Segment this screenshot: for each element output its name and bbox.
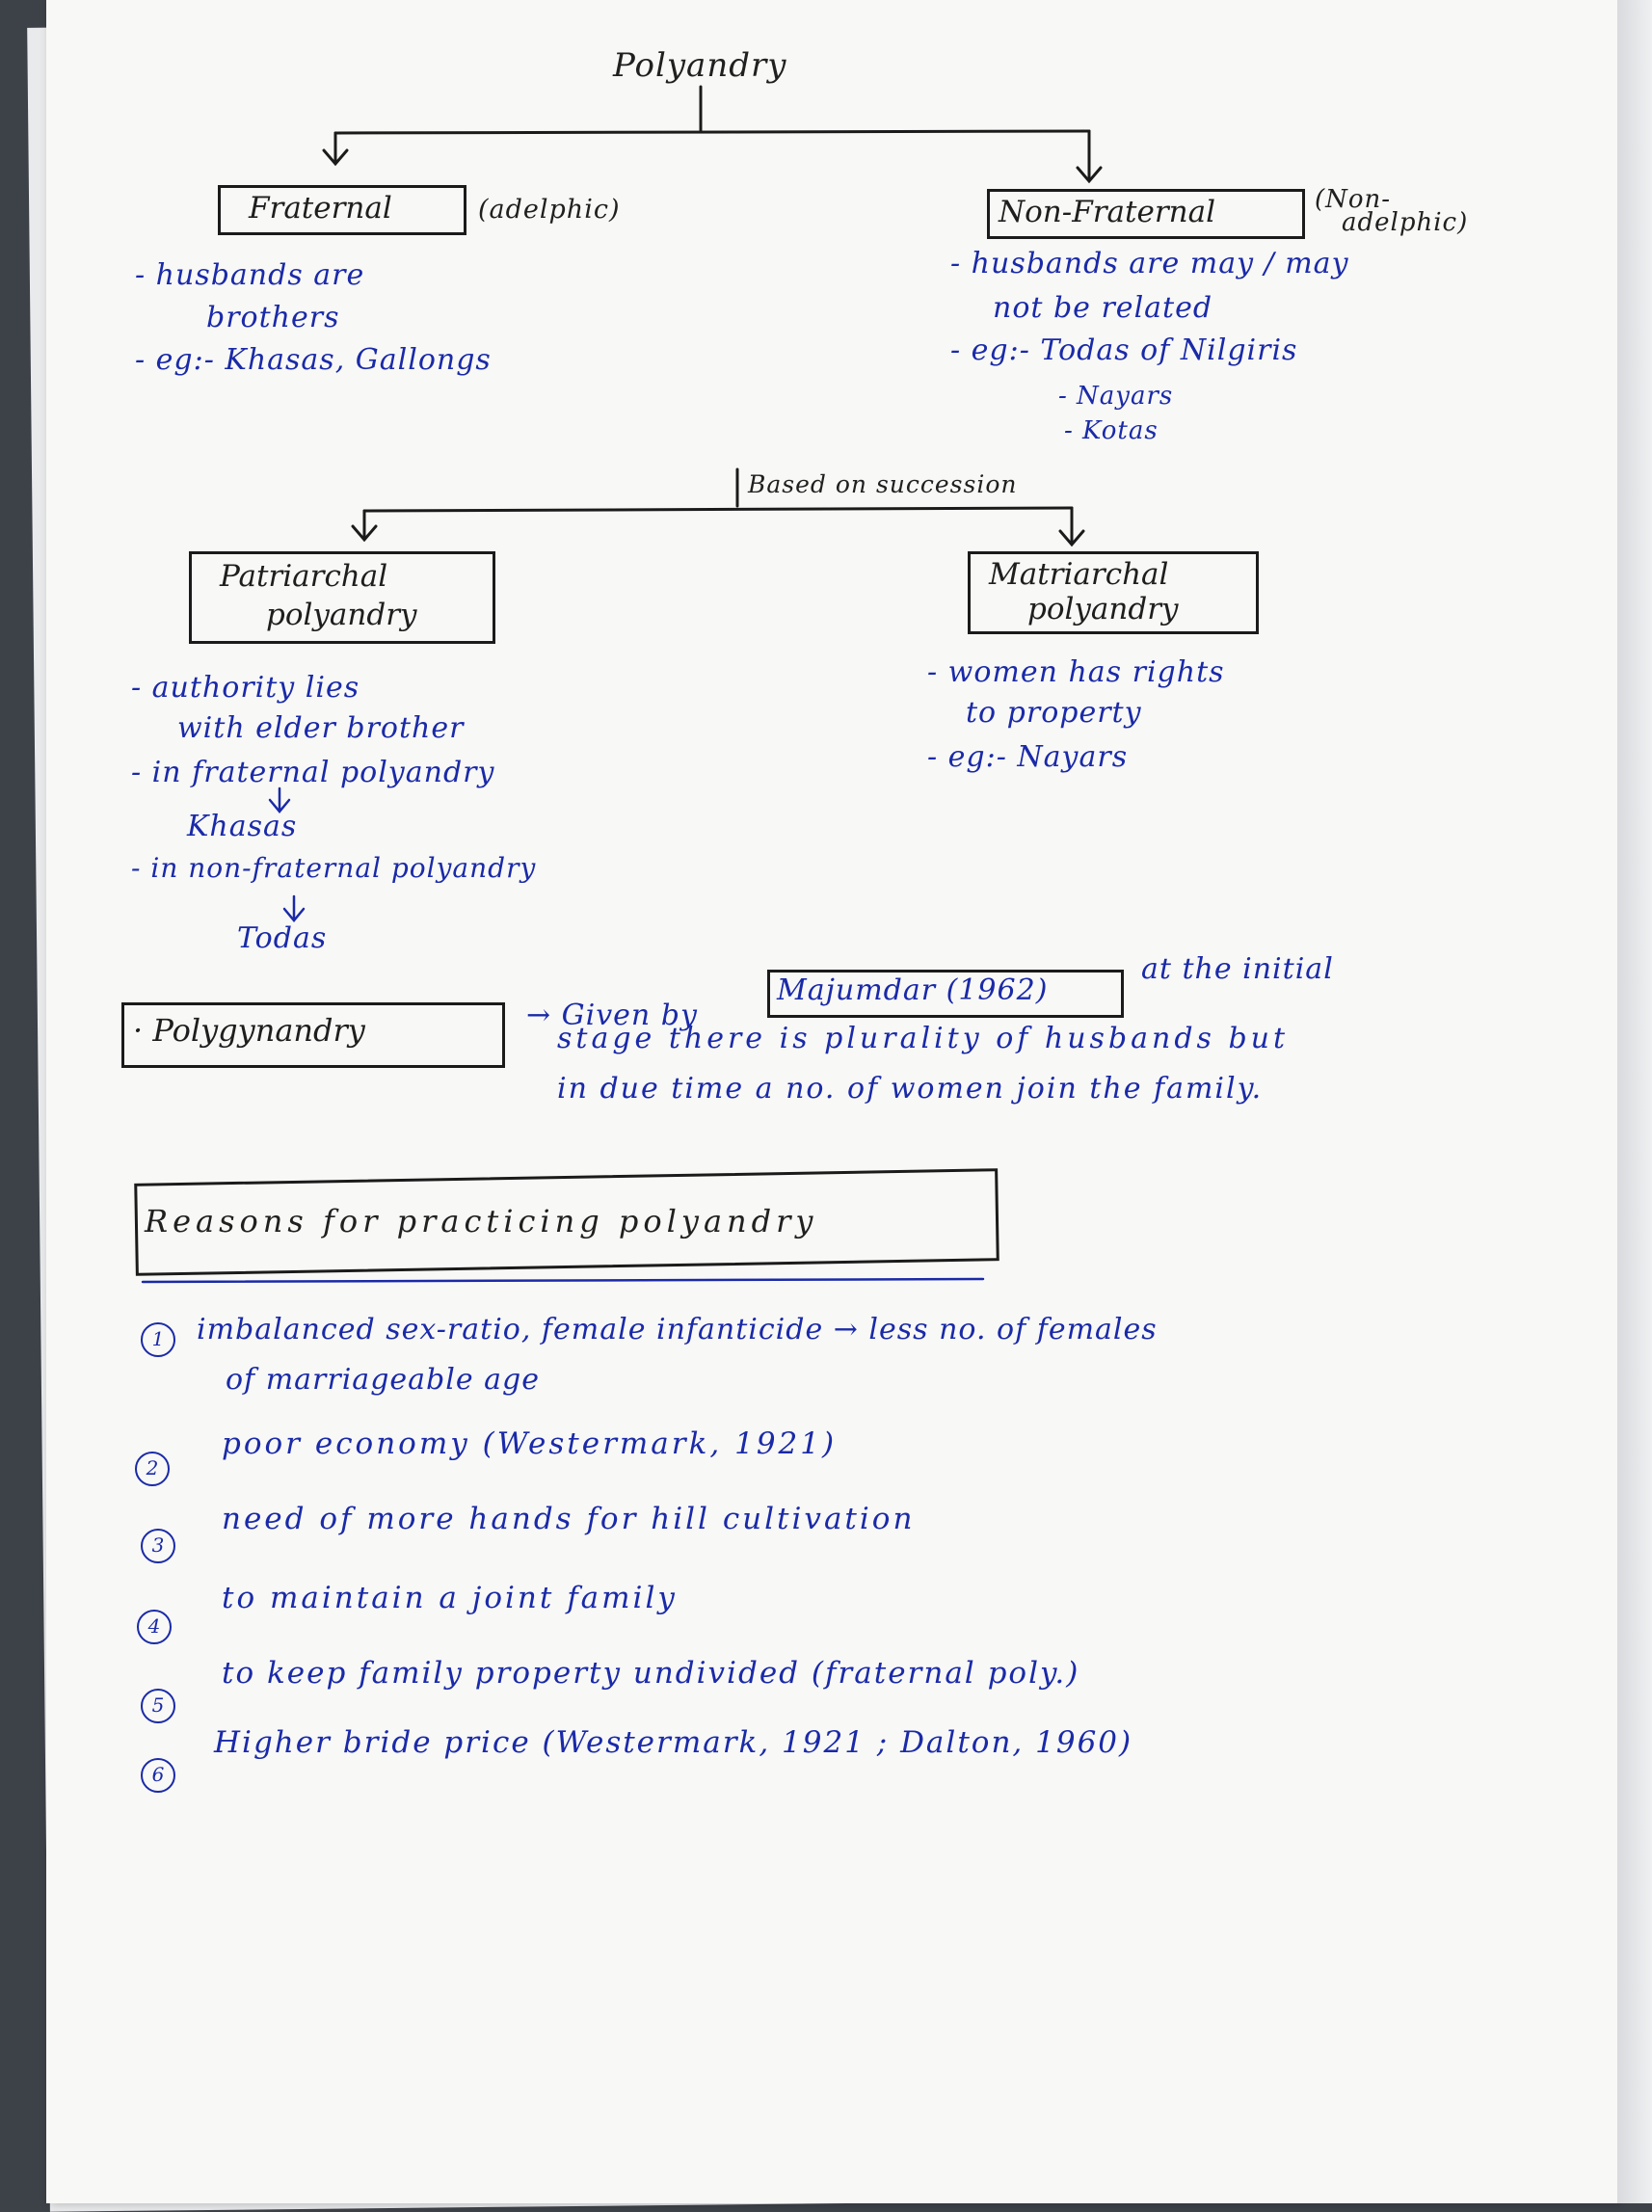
polygynandry-author: Majumdar (1962)	[777, 973, 1049, 1007]
matriarchal-label-line1: Matriarchal	[989, 557, 1169, 592]
patriarchal-label-line1: Patriarchal	[220, 559, 388, 594]
fraternal-point-1-cont: brothers	[206, 301, 340, 334]
polygynandry-label: · Polygynandry	[133, 1012, 365, 1049]
patriarchal-point-1-cont: with elder brother	[177, 711, 465, 745]
fraternal-label: Fraternal	[249, 191, 392, 226]
fraternal-point-2: - eg:- Khasas, Gallongs	[135, 343, 492, 377]
fraternal-alt-name: (adelphic)	[478, 195, 621, 225]
matriarchal-point-2: - eg:- Nayars	[927, 740, 1129, 774]
reason-3: need of more hands for hill cultivation	[222, 1502, 916, 1536]
reason-number-2: 2	[135, 1452, 170, 1486]
reason-number-3: 3	[141, 1529, 175, 1563]
polygynandry-given-by: → Given by	[526, 999, 698, 1032]
patriarchal-point-2: - in fraternal polyandry	[131, 756, 495, 789]
page-title: Polyandry	[613, 46, 787, 85]
reason-2: poor economy (Westermark, 1921)	[222, 1426, 838, 1461]
matriarchal-label-line2: polyandry	[1027, 592, 1179, 626]
non-fraternal-label: Non-Fraternal	[999, 195, 1216, 229]
non-fraternal-point-3: - Nayars	[1058, 382, 1174, 411]
reason-6: Higher bride price (Westermark, 1921 ; Dalton, 1960)	[214, 1725, 1133, 1760]
non-fraternal-point-1: - husbands are may / may	[950, 247, 1349, 280]
reason-number-1: 1	[141, 1322, 175, 1357]
reason-number-5: 5	[141, 1689, 175, 1723]
reason-number-4: 4	[137, 1610, 172, 1644]
reasons-heading: Reasons for practicing polyandry	[145, 1203, 818, 1239]
reason-5: to keep family property undivided (fraternal poly.)	[222, 1656, 1080, 1691]
patriarchal-label-line2: polyandry	[266, 598, 417, 632]
non-fraternal-alt-name-line2: adelphic)	[1342, 208, 1469, 237]
polygynandry-desc-1: at the initial	[1141, 952, 1334, 986]
polygynandry-term: Polygynandry	[152, 1012, 365, 1049]
patriarchal-example-2: Todas	[237, 921, 328, 955]
reason-1: imbalanced sex-ratio, female infanticide → less no. of females	[197, 1313, 1158, 1346]
reason-1-cont: of marriageable age	[226, 1363, 540, 1397]
non-fraternal-point-4: - Kotas	[1064, 416, 1159, 445]
matriarchal-point-1: - women has rights	[927, 655, 1225, 689]
polygynandry-desc-3: in due time a no. of women join the family.	[557, 1072, 1264, 1106]
reason-number-6: 6	[141, 1758, 175, 1793]
polygynandry-desc-2: stage there is plurality of husbands but	[557, 1022, 1290, 1055]
patriarchal-example-1: Khasas	[187, 810, 298, 843]
succession-label: Based on succession	[748, 470, 1018, 498]
non-fraternal-point-1-cont: not be related	[993, 291, 1213, 325]
patriarchal-point-3: - in non-fraternal polyandry	[131, 852, 537, 884]
matriarchal-point-1-cont: to property	[966, 696, 1142, 730]
patriarchal-point-1: - authority lies	[131, 671, 360, 705]
non-fraternal-point-2: - eg:- Todas of Nilgiris	[950, 333, 1298, 367]
reason-4: to maintain a joint family	[222, 1581, 678, 1615]
non-fraternal-alt-name-line1: (Non-	[1315, 185, 1392, 214]
fraternal-point-1: - husbands are	[135, 258, 365, 292]
